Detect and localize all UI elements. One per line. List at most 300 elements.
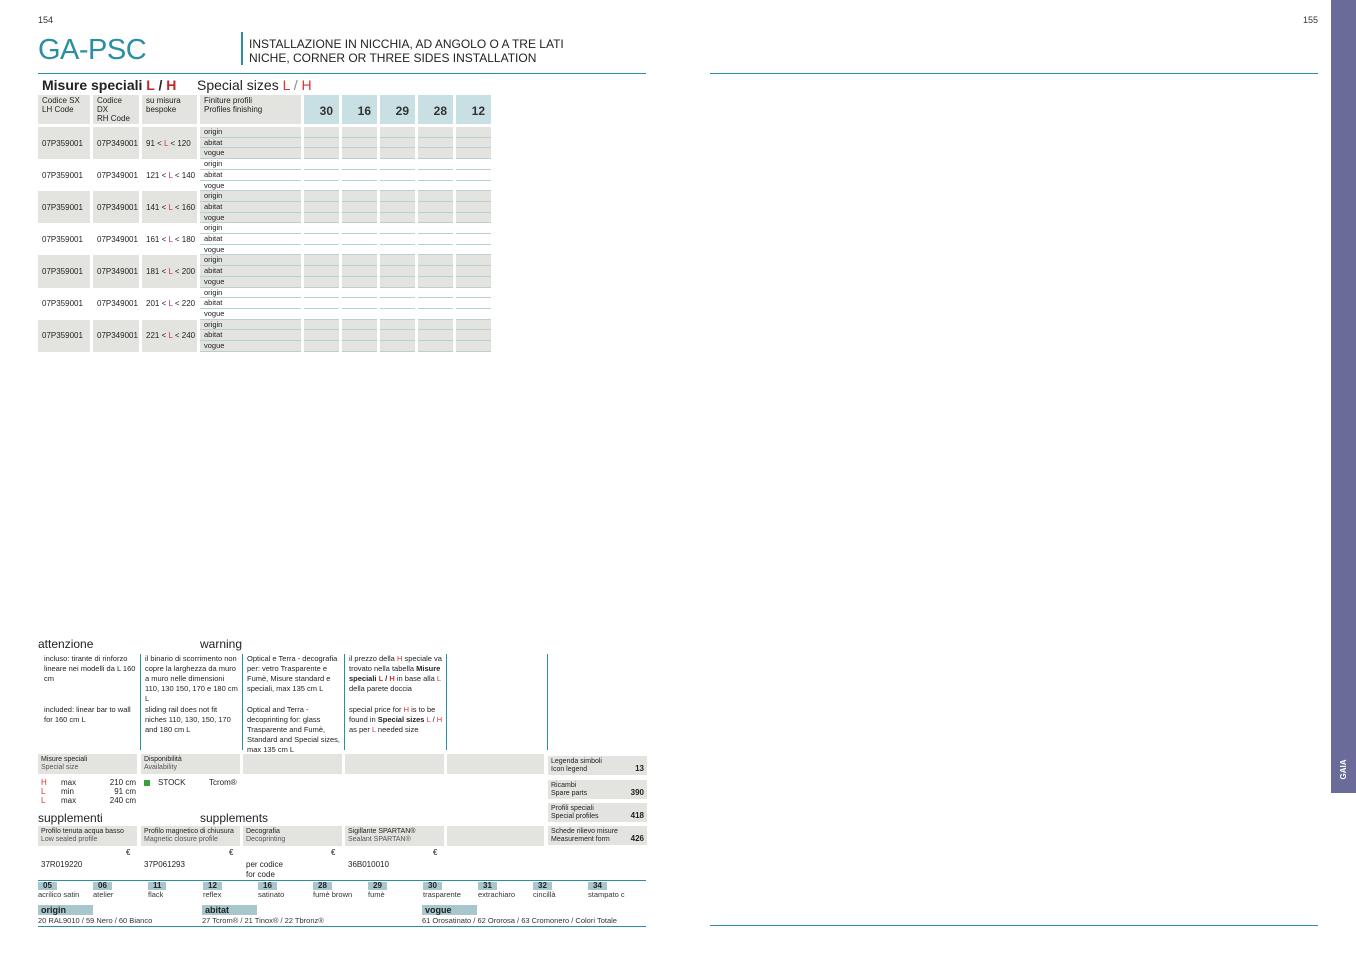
column-separator [140, 654, 141, 750]
special-sizes-heading-en: Special sizes L / H [197, 77, 312, 93]
price-cell [456, 138, 491, 149]
finish-label: vogue [200, 277, 301, 288]
code-dx-cell: 07P349001 [97, 234, 138, 244]
price-cell [342, 127, 377, 138]
price-cell [304, 148, 339, 159]
price-cell [380, 330, 415, 341]
legend-page-number: 426 [630, 834, 644, 843]
size-limit-row [41, 778, 136, 787]
price-cell [456, 320, 491, 331]
finish-label: vogue [200, 309, 301, 320]
price-cell [342, 181, 377, 192]
price-cell [304, 213, 339, 224]
price-cell [342, 298, 377, 309]
stock-indicator: STOCK [144, 778, 185, 787]
glass-rule [38, 880, 646, 881]
price-cell [304, 330, 339, 341]
price-cell [380, 127, 415, 138]
price-cell [456, 127, 491, 138]
price-cell [342, 202, 377, 213]
price-cell [304, 309, 339, 320]
size-limit-value: 210 cm [109, 778, 136, 787]
finish-label: origin [200, 191, 301, 202]
glass-number-tag: 16 [258, 882, 277, 890]
finish-label: vogue [200, 213, 301, 224]
table-header-row [38, 95, 491, 124]
finish-label: origin [200, 223, 301, 234]
code-dx-cell: 07P349001 [93, 255, 139, 287]
profile-group-finishes: 27 Tcrom® / 21 Tinox® / 22 Tbronz® [202, 916, 324, 925]
page-number-left: 154 [38, 15, 54, 25]
range-letter: L [168, 202, 173, 212]
note-4-en: special price for H is to be found in Special sizes L / H as per L needed size [349, 705, 443, 734]
product-code: GA-PSC [38, 34, 147, 66]
legend-label-it: Schede rilievo misure [551, 828, 618, 835]
glass-name: flack [148, 890, 164, 899]
header-su-misura: su misura bespoke [142, 95, 197, 124]
range-low: 181 < [146, 266, 167, 276]
price-cell [418, 213, 453, 224]
price-cell [418, 277, 453, 288]
bespoke-range-cell [142, 223, 197, 255]
price-cell [418, 127, 453, 138]
price-cell [456, 288, 491, 299]
warning-heading: warning [200, 637, 243, 651]
price-cell [418, 170, 453, 181]
range-high: < 240 [174, 331, 196, 341]
range-letter: L [168, 170, 173, 180]
empty-box [345, 754, 444, 774]
price-cell [342, 148, 377, 159]
availability-brand: Tcrom® [209, 778, 237, 787]
profile-group-label: abitat [202, 905, 257, 915]
supplement-label-it: Decografia [246, 828, 280, 835]
price-cell [380, 191, 415, 202]
special-sizes-heading-it: Misure speciali L / H [42, 77, 177, 93]
size-limit-value: 240 cm [109, 796, 136, 805]
finish-label: vogue [200, 245, 301, 256]
currency-symbol: € [229, 848, 234, 857]
price-cell [418, 266, 453, 277]
price-cell [304, 288, 339, 299]
price-cell [380, 234, 415, 245]
size-limit-key: H [41, 778, 47, 787]
price-cell [342, 138, 377, 149]
price-cell [418, 223, 453, 234]
glass-number-tag: 11 [148, 882, 166, 890]
supplements-heading-en: supplements [200, 811, 269, 825]
price-cell [418, 191, 453, 202]
attention-heading: attenzione [38, 637, 94, 651]
price-cell [380, 245, 415, 256]
glass-name: cincillà [533, 890, 556, 899]
header-rule-right [710, 73, 1318, 74]
column-separator [446, 654, 447, 750]
price-cell [304, 223, 339, 234]
supplements-heading: supplementi [38, 811, 103, 825]
glass-name: trasparente [423, 890, 461, 899]
price-cell [342, 255, 377, 266]
supplement-box [345, 826, 444, 846]
range-letter: L [168, 331, 173, 341]
price-cell [380, 298, 415, 309]
legend-label-en: Icon legend [551, 766, 588, 773]
price-cell [304, 341, 339, 352]
table-row [38, 159, 491, 170]
finish-label: vogue [200, 341, 301, 352]
price-cell [380, 159, 415, 170]
price-cell [456, 309, 491, 320]
range-low: 141 < [146, 202, 167, 212]
price-cell [456, 341, 491, 352]
price-cell [304, 298, 339, 309]
note-4-it: il prezzo della H speciale va trovato nella tabella Misure speciali L / H in base alla L della parete doccia [349, 654, 442, 693]
installation-en: NICHE, CORNER OR THREE SIDES INSTALLATION [249, 51, 537, 65]
price-cell [418, 245, 453, 256]
supplement-label-it: Profilo tenuta acqua basso [41, 828, 124, 835]
price-cell [380, 309, 415, 320]
code-sx-cell: 07P359001 [42, 234, 83, 244]
size-limit-value: 91 cm [114, 787, 136, 796]
range-high: < 120 [170, 138, 191, 148]
price-cell [456, 266, 491, 277]
price-cell [304, 170, 339, 181]
price-cell [418, 255, 453, 266]
price-cell [342, 309, 377, 320]
supplement-label-it: Profilo magnetico di chiusura [144, 828, 234, 835]
supplement-box [141, 826, 240, 846]
price-cell [456, 148, 491, 159]
supplement-label-it: Sigillante SPARTAN® [348, 828, 416, 835]
supplement-label-en: Decoprinting [246, 836, 286, 843]
profile-group-label: vogue [422, 905, 477, 915]
price-cell [456, 159, 491, 170]
empty-box [243, 754, 342, 774]
range-high: < 200 [174, 266, 196, 276]
currency-symbol: € [433, 848, 438, 857]
price-cell [380, 341, 415, 352]
profile-group-finishes: 61 Orosatinato / 62 Ororosa / 63 Cromonero / Colori Totale [422, 916, 617, 925]
supplement-code: 36B010010 [348, 860, 389, 869]
bespoke-range-cell [142, 127, 197, 159]
price-cell [456, 245, 491, 256]
supplement-label-en: Magnetic closure profile [144, 836, 218, 843]
price-cell [342, 191, 377, 202]
header-col-28: 28 [418, 95, 453, 124]
header-col-12: 12 [456, 95, 491, 124]
header-col-29: 29 [380, 95, 415, 124]
code-dx-cell: 07P349001 [97, 299, 138, 309]
price-cell [456, 202, 491, 213]
price-cell [418, 159, 453, 170]
price-cell [342, 245, 377, 256]
price-cell [456, 298, 491, 309]
price-cell [456, 223, 491, 234]
column-separator [242, 654, 243, 750]
legend-item [548, 756, 647, 775]
supplement-box [38, 826, 137, 846]
price-cell [380, 181, 415, 192]
legend-item [548, 780, 647, 799]
glass-name: atelier [93, 890, 114, 899]
price-cell [304, 127, 339, 138]
special-sizes-table [38, 95, 491, 352]
finish-label: origin [200, 159, 301, 170]
price-cell [304, 181, 339, 192]
price-cell [380, 277, 415, 288]
supplement-code: 37R019220 [41, 860, 83, 869]
size-limit-key: L [41, 796, 46, 805]
bespoke-range-cell [142, 288, 197, 320]
price-cell [456, 234, 491, 245]
code-dx-cell: 07P349001 [93, 320, 139, 352]
column-separator [547, 654, 548, 750]
title-divider [241, 32, 243, 65]
table-row [38, 191, 491, 202]
finish-label: abitat [200, 330, 301, 341]
sidebar-label: GAIA [1339, 759, 1348, 780]
price-cell [418, 202, 453, 213]
header-rule-left [38, 73, 646, 74]
glass-name: fumè brown [313, 890, 353, 899]
code-sx-cell: 07P359001 [42, 299, 83, 309]
glass-number-tag: 34 [588, 882, 607, 890]
glass-name: extrachiaro [478, 890, 516, 899]
price-cell [342, 213, 377, 224]
legend-label-it: Legenda simboli [551, 758, 602, 765]
finish-label: vogue [200, 148, 301, 159]
price-cell [456, 277, 491, 288]
legend-label-it: Ricambi [551, 782, 577, 789]
table-row [38, 127, 491, 138]
price-cell [304, 277, 339, 288]
legend-item [548, 803, 647, 822]
price-cell [342, 170, 377, 181]
price-cell [304, 266, 339, 277]
legend-page-number: 13 [635, 764, 644, 773]
bespoke-range-cell [142, 320, 197, 352]
note-2-it: il binario di scorrimento non copre la larghezza da muro a muro nelle dimensioni 110, 130 150, 170 e 180 cm L [145, 654, 238, 703]
note-2-en: sliding rail does not fit niches 110, 130, 150, 170 and 180 cm L [145, 705, 231, 734]
finish-label: origin [200, 320, 301, 331]
range-high: < 140 [174, 170, 196, 180]
footer-rule-left [38, 926, 646, 927]
size-limit-row [41, 796, 136, 805]
price-cell [304, 234, 339, 245]
note-3-en: Optical and Terra - decoprinting for: glass Trasparente and Fumè, Standard and Special sizes, max 135 cm L [247, 705, 340, 754]
range-letter: L [164, 138, 169, 148]
note-3-it: Optical e Terra - decografia per: vetro Trasparente e Fumè, Misure standard e speciali, max 135 cm L [247, 654, 338, 693]
price-cell [304, 159, 339, 170]
glass-number-tag: 06 [93, 882, 112, 890]
finish-label: abitat [200, 138, 301, 149]
legend-label-it: Profili speciali [551, 805, 594, 812]
supplement-code-note: for code [246, 870, 275, 879]
note-1-it: incluso: tirante di rinforzo lineare nei modelli da L 160 cm [44, 654, 136, 683]
range-low: 201 < [146, 299, 167, 309]
price-cell [418, 320, 453, 331]
price-cell [342, 277, 377, 288]
size-limits [41, 778, 136, 805]
table-row [38, 320, 491, 331]
glass-name: stampato c [588, 890, 625, 899]
range-high: < 180 [174, 234, 196, 244]
currency-symbol: € [331, 848, 336, 857]
price-cell [418, 234, 453, 245]
special-size-box: Misure speciali Special size [38, 754, 137, 774]
glass-name: satinato [258, 890, 285, 899]
profile-group-finishes: 20 RAL9010 / 59 Nero / 60 Bianco [38, 916, 153, 925]
price-cell [456, 181, 491, 192]
column-separator [344, 654, 345, 750]
finish-label: abitat [200, 202, 301, 213]
bespoke-range-cell [142, 159, 197, 191]
price-cell [418, 181, 453, 192]
supplement-label-en: Sealant SPARTAN® [348, 836, 411, 843]
price-cell [380, 223, 415, 234]
currency-symbol: € [126, 848, 131, 857]
finish-label: origin [200, 127, 301, 138]
glass-number-tag: 05 [38, 882, 57, 890]
profile-group-label: origin [38, 905, 93, 915]
code-sx-cell: 07P359001 [38, 127, 90, 159]
range-high: < 220 [174, 299, 196, 309]
supplement-code: 37P061293 [144, 860, 185, 869]
price-cell [304, 138, 339, 149]
price-cell [380, 266, 415, 277]
finish-label: abitat [200, 298, 301, 309]
legend-item [548, 826, 647, 845]
price-cell [456, 213, 491, 224]
finish-label: abitat [200, 266, 301, 277]
header-codice-dx: Codice DX RH Code [93, 95, 139, 124]
glass-name: acrilico satin [38, 890, 80, 899]
legend-page-number: 418 [630, 811, 644, 820]
price-cell [418, 138, 453, 149]
price-cell [380, 170, 415, 181]
price-cell [342, 234, 377, 245]
glass-number-tag: 30 [423, 882, 442, 890]
range-letter: L [168, 234, 173, 244]
supplement-box [243, 826, 342, 846]
price-cell [342, 266, 377, 277]
price-cell [304, 202, 339, 213]
page-number-right: 155 [1303, 15, 1319, 25]
header-col-30: 30 [304, 95, 339, 124]
empty-box [447, 754, 544, 774]
glass-number-tag: 31 [478, 882, 497, 890]
availability-box: Disponibilità Availability [141, 754, 240, 774]
price-cell [304, 320, 339, 331]
price-cell [380, 213, 415, 224]
code-sx-cell: 07P359001 [42, 170, 83, 180]
price-cell [342, 223, 377, 234]
bespoke-range-cell [142, 255, 197, 287]
finish-label: vogue [200, 181, 301, 192]
glass-name: fumè [368, 890, 385, 899]
supplement-label-en: Low sealed profile [41, 836, 98, 843]
code-sx-cell: 07P359001 [38, 191, 90, 223]
code-sx-cell: 07P359001 [38, 255, 90, 287]
price-cell [342, 330, 377, 341]
header-finiture: Finiture profili Profiles finishing [200, 95, 301, 124]
table-row [38, 223, 491, 234]
price-cell [418, 309, 453, 320]
price-cell [418, 148, 453, 159]
price-cell [456, 330, 491, 341]
code-sx-cell: 07P359001 [38, 320, 90, 352]
glass-name: reflex [203, 890, 222, 899]
legend-label-en: Special profiles [551, 813, 599, 820]
size-limit-mode: min [61, 787, 74, 796]
price-cell [418, 298, 453, 309]
range-letter: L [168, 266, 173, 276]
range-low: 91 < [146, 138, 162, 148]
header-codice-sx: Codice SX LH Code [38, 95, 90, 124]
price-cell [418, 330, 453, 341]
glass-number-tag: 28 [313, 882, 332, 890]
legend-page-number: 390 [630, 788, 644, 797]
empty-box [447, 826, 544, 846]
price-cell [342, 320, 377, 331]
size-limit-mode: max [61, 778, 77, 787]
range-low: 121 < [146, 170, 167, 180]
price-cell [380, 202, 415, 213]
stock-square-icon [144, 780, 150, 786]
finish-label: origin [200, 288, 301, 299]
note-1-en: included: linear bar to wall for 160 cm L [44, 705, 131, 724]
price-cell [380, 288, 415, 299]
table-row [38, 288, 491, 299]
sidebar-tab [1331, 0, 1356, 793]
legend-label-en: Spare parts [551, 790, 588, 797]
glass-number-tag: 32 [533, 882, 552, 890]
size-limit-row [41, 787, 136, 796]
size-limit-mode: max [61, 796, 77, 805]
price-cell [304, 255, 339, 266]
price-cell [456, 170, 491, 181]
price-cell [380, 320, 415, 331]
code-dx-cell: 07P349001 [97, 170, 138, 180]
price-cell [342, 341, 377, 352]
price-cell [304, 191, 339, 202]
glass-number-tag: 12 [203, 882, 222, 890]
finish-label: abitat [200, 170, 301, 181]
supplement-code: per codice [246, 860, 283, 869]
price-cell [304, 245, 339, 256]
finish-label: origin [200, 255, 301, 266]
price-cell [456, 255, 491, 266]
installation-it: INSTALLAZIONE IN NICCHIA, AD ANGOLO O A TRE LATI [249, 37, 564, 51]
price-cell [418, 288, 453, 299]
range-letter: L [168, 299, 173, 309]
size-limit-key: L [41, 787, 46, 796]
price-cell [456, 191, 491, 202]
header-col-16: 16 [342, 95, 377, 124]
price-cell [380, 255, 415, 266]
glass-number-tag: 29 [368, 882, 387, 890]
table-row [38, 255, 491, 266]
range-low: 161 < [146, 234, 167, 244]
bespoke-range-cell [142, 191, 197, 223]
code-dx-cell: 07P349001 [93, 191, 139, 223]
price-cell [342, 159, 377, 170]
footer-rule-right [710, 925, 1318, 926]
price-cell [380, 148, 415, 159]
code-dx-cell: 07P349001 [93, 127, 139, 159]
price-cell [380, 138, 415, 149]
range-high: < 160 [174, 202, 196, 212]
